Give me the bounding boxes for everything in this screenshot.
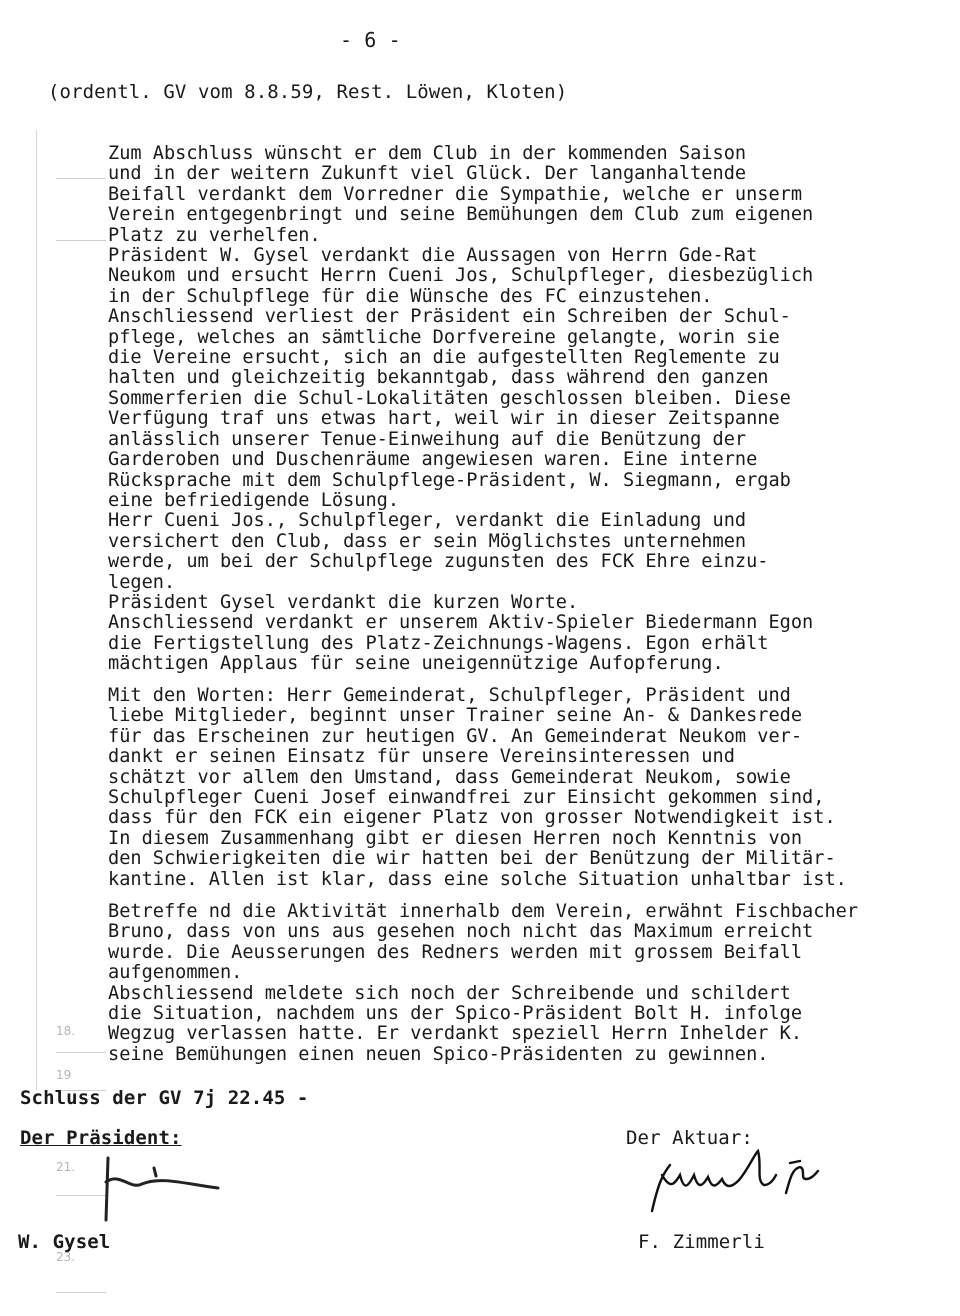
text-line: liebe Mitglieder, beginnt unser Trainer seine An- & Dankesrede	[108, 705, 803, 727]
aktuar-name: F. Zimmerli	[638, 1231, 765, 1253]
text-line: dankt er seinen Einsatz für unsere Vereinsinteressen und	[108, 746, 735, 768]
text-line: Präsident Gysel verdankt die kurzen Worte.	[108, 591, 579, 613]
aktuar-label: Der Aktuar:	[626, 1127, 753, 1149]
text-line: kantine. Allen ist klar, dass eine solche Situation unhaltbar ist.	[108, 868, 847, 890]
text-line: In diesem Zusammenhang gibt er diesen Herren noch Kenntnis von	[108, 827, 803, 849]
text-line: anlässlich unserer Tenue-Einweihung auf die Benützung der	[108, 428, 747, 450]
text-line: Anschliessend verliest der Präsident ein Schreiben der Schul-	[108, 306, 791, 328]
text-line: Mit den Worten: Herr Gemeinderat, Schulpfleger, Präsident und	[108, 685, 791, 706]
aktuar-signature	[640, 1145, 860, 1225]
text-line: pflege, welches an sämtliche Dorfvereine gelangte, worin sie	[108, 326, 780, 348]
text-line: Präsident W. Gysel verdankt die Aussagen von Herrn Gde-Rat	[108, 245, 758, 267]
text-line: wurde. Die Aeusserungen des Redners werden mit grossem Beifall	[108, 941, 803, 963]
text-line: halten und gleichzeitig bekanntgab, dass während den ganzen	[108, 367, 769, 389]
text-line: schätzt vor allem den Umstand, dass Gemeinderat Neukom, sowie	[108, 766, 791, 788]
closing-line: Schluss der GV 7j 22.45 -	[20, 1087, 309, 1109]
text-line: Beifall verdankt dem Vorredner die Sympathie, welche er unserm	[108, 183, 803, 205]
text-line: den Schwierigkeiten die wir hatten bei der Benützung der Militär-	[108, 848, 836, 870]
text-line: Garderoben und Duschenräume angewiesen waren. Eine interne	[108, 449, 758, 471]
page-number: - 6 -	[340, 28, 401, 52]
president-signature	[90, 1150, 250, 1250]
margin-number: 18.	[56, 1024, 76, 1038]
document-header: (ordentl. GV vom 8.8.59, Rest. Löwen, Kloten)	[48, 81, 568, 103]
text-line: Herr Cueni Jos., Schulpfleger, verdankt die Einladung und	[108, 510, 747, 532]
text-line: dass für den FCK ein eigener Platz von grosser Notwendigkeit ist.	[108, 807, 836, 829]
text-line: Schulpfleger Cueni Josef einwandfrei zur Einsicht gekommen sind,	[108, 787, 825, 809]
text-line: Verein entgegenbringt und seine Bemühungen dem Club zum eigenen	[108, 204, 814, 226]
text-line: aufgenommen.	[108, 962, 243, 984]
text-line: und in der weitern Zukunft viel Glück. Der langanhaltende	[108, 163, 747, 185]
text-line: Platz zu verhelfen.	[108, 224, 321, 246]
margin-number: 23.	[56, 1250, 76, 1264]
text-line: Bruno, dass von uns aus gesehen noch nicht das Maximum erreicht	[108, 921, 814, 943]
text-line: werde, um bei der Schulpflege zugunsten des FCK Ehre einzu-	[108, 551, 769, 573]
margin-tick	[56, 240, 106, 241]
paragraph-1	[108, 144, 813, 675]
text-line: die Vereine ersucht, sich an die aufgestellten Reglemente zu	[108, 347, 780, 369]
text-line: Betreffe nd die Aktivität innerhalb dem Verein, erwähnt Fischbacher	[108, 901, 859, 922]
president-label: Der Präsident:	[20, 1127, 182, 1149]
text-line: für das Erscheinen zur heutigen GV. An Gemeinderat Neukom ver-	[108, 725, 803, 747]
text-line: Sommerferien die Schul-Lokalitäten geschlossen bleiben. Diese	[108, 387, 791, 409]
text-line: in der Schulpflege für die Wünsche des FC einzustehen.	[108, 285, 713, 307]
paragraph-2	[108, 686, 847, 890]
text-line: seine Bemühungen einen neuen Spico-Präsidenten zu gewinnen.	[108, 1043, 769, 1065]
president-name: W. Gysel	[18, 1231, 111, 1253]
text-line: Verfügung traf uns etwas hart, weil wir in dieser Zeitspanne	[108, 408, 780, 430]
margin-tick	[56, 1052, 106, 1053]
text-line: Abschliessend meldete sich noch der Schreibende und schildert	[108, 982, 791, 1004]
margin-number: 21.	[56, 1160, 76, 1174]
text-line: Neukom und ersucht Herrn Cueni Jos, Schulpfleger, diesbezüglich	[108, 265, 814, 287]
text-line: Anschliessend verdankt er unserem Aktiv-Spieler Biedermann Egon	[108, 612, 814, 634]
text-line: versichert den Club, dass er sein Möglichstes unternehmen	[108, 530, 747, 552]
margin-number: 19	[56, 1068, 72, 1082]
text-line: Wegzug verlassen hatte. Er verdankt speziell Herrn Inhelder K.	[108, 1023, 803, 1045]
text-line: mächtigen Applaus für seine uneigennützige Aufopferung.	[108, 653, 724, 675]
text-line: eine befriedigende Lösung.	[108, 489, 400, 511]
margin-tick	[56, 1292, 106, 1293]
paragraph-3	[108, 902, 858, 1065]
margin-tick	[56, 178, 106, 179]
text-line: Rücksprache mit dem Schulpflege-Präsident, W. Siegmann, ergab	[108, 469, 791, 491]
text-line: die Situation, nachdem uns der Spico-Präsident Bolt H. infolge	[108, 1003, 803, 1025]
margin-rule	[36, 130, 37, 1090]
text-line: die Fertigstellung des Platz-Zeichnungs-Wagens. Egon erhält	[108, 632, 769, 654]
text-line: Zum Abschluss wünscht er dem Club in der kommenden Saison	[108, 143, 747, 164]
text-line: legen.	[108, 571, 176, 593]
